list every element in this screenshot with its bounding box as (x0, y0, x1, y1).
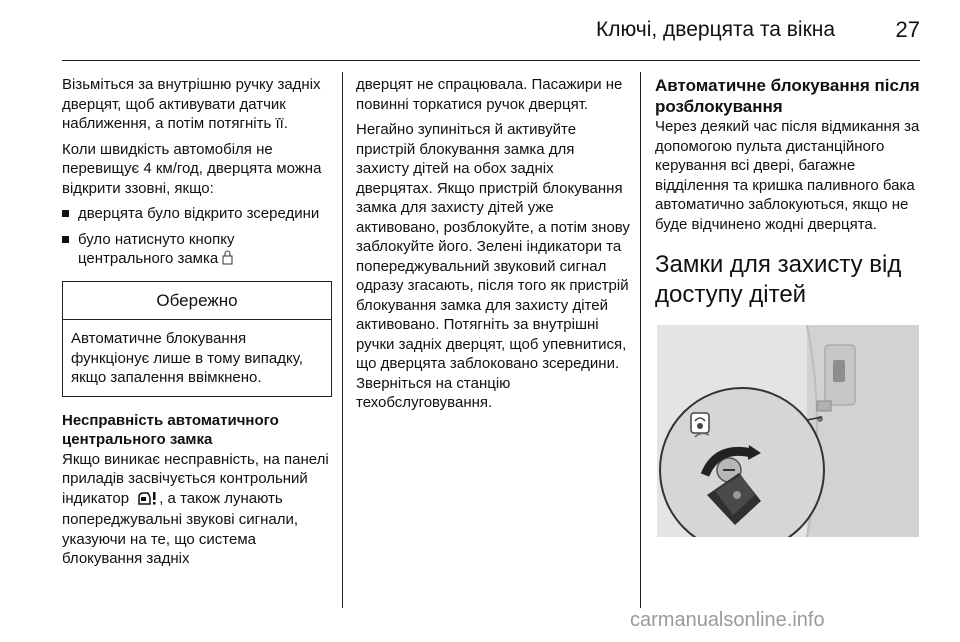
column-1 (62, 75, 332, 575)
lock-warning-icon (137, 491, 159, 511)
warning-text: Автоматичне блокування функціонує лише в тому випадку, якщо запалення ввімкнено. (71, 330, 303, 386)
column-3 (655, 75, 925, 324)
column-divider (640, 72, 641, 608)
header-rule (62, 60, 920, 61)
warning-box (62, 281, 332, 397)
paragraph: Негайно зупиніться й активуйте пристрій блокування замка для захисту дітей на обох задніх дверцятах. Якщо пристрій блокування замка для захисту дітей уже активовано, розблокуйте, а потім знову заблокуйте його. Зелені індикатори та попереджувальний звуковий сигнал одразу згасають, після того як пристрій блокування замка для захисту дітей активовано. Потягніть за внутрішні ручки задніх дверцят, щоб упевнитися, що дверцята заблоковано зсередини. Зверніться на станцію техобслуговування. (356, 121, 630, 411)
paragraph: дверцят не спрацювала. Пасажири не повинні торкатися ручок дверцят. (356, 76, 623, 113)
column-2 (356, 75, 631, 419)
watermark: carmanualsonline.info (630, 609, 825, 631)
paragraph: Через деякий час після відмикання за допомогою пульта дистанційного керування всі двері, багажне відділення та кришка паливного бака автоматично заблокуються, якщо не буде відчинено жодні дверцята. (655, 118, 920, 233)
fault-text-b: , а також лунають попереджувальні звукові сигнали, указуючи на те, що система блокування задніх (62, 489, 299, 567)
child-lock-illustration (657, 325, 919, 537)
section-title: Автоматичне блокування після розблокування (655, 76, 920, 116)
paragraph: Візьміться за внутрішню ручку задніх дверцят, щоб активувати датчик наближення, а потім потягніть її. (62, 76, 321, 132)
bullet-item (62, 204, 332, 224)
bullet-text: дверцята було відкрито зсередини (78, 205, 320, 222)
subsection-title: Несправність автоматичного центрального замка (62, 411, 279, 448)
page-header-title: Ключі, дверцята та вікна (596, 18, 836, 41)
bullet-text: було натиснуто кнопку центрального замка (78, 230, 235, 267)
column-divider (342, 72, 343, 608)
paragraph (62, 450, 332, 569)
page-number: 27 (895, 17, 920, 42)
warning-title: Обережно (63, 282, 331, 321)
section-heading: Замки для захисту від доступу дітей (655, 251, 902, 308)
central-lock-icon (222, 250, 233, 271)
paragraph: Коли швидкість автомобіля не перевищує 4 км/год, дверцята можна відкрити ззовні, якщо: (62, 140, 322, 197)
bullet-item (62, 230, 332, 271)
fault-text-a: Якщо виникає несправність, на панелі приладів засвічується контрольний індикатор (62, 450, 329, 507)
